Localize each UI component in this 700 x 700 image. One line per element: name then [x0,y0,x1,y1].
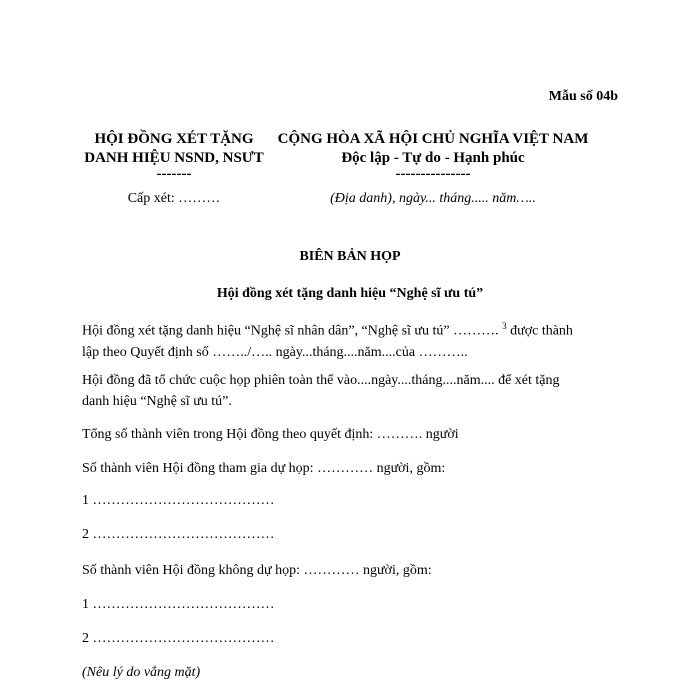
motto-rule: --------------- [395,166,471,182]
meeting-line1: Hội đồng đã tổ chức cuộc họp phiên toàn thể vào....ngày....tháng....năm.... để xét tặng [82,373,560,388]
document-subtitle: Hội đồng xét tặng danh hiệu “Nghệ sĩ ưu tú” [216,286,484,301]
place-and-date: (Địa danh), ngày... tháng..... năm….. [330,191,536,206]
attending-members: Số thành viên Hội đồng tham gia dự họp: ………… người, gồm: [82,461,446,476]
total-members: Tổng số thành viên trong Hội đồng theo quyết định: ………. người [82,427,459,442]
absent-members: Số thành viên Hội đồng không dự họp: ………… người, gồm: [82,563,432,578]
footnote-marker: 3 [502,321,507,331]
establishment-text-cont: được thành [506,323,573,339]
country-name: CỘNG HÒA XÃ HỘI CHỦ NGHĨA VIỆT NAM [277,131,589,147]
paragraph-meeting [82,370,622,412]
attending-member-1: 1 ………………………………… [82,493,275,508]
form-code: Mẫu số 04b [548,89,618,104]
council-name-line2: DANH HIỆU NSND, NSƯT [84,150,264,166]
council-rule: ------- [156,166,192,182]
absent-member-1: 1 ………………………………… [82,597,275,612]
issuing-council-header [70,130,278,180]
national-motto: Độc lập - Tự do - Hạnh phúc [341,150,525,166]
national-motto-header [268,130,598,180]
establishment-text: Hội đồng xét tặng danh hiệu “Nghệ sĩ nhân dân”, “Nghệ sĩ ưu tú” ………. [82,323,499,339]
absence-reason-note: (Nêu lý do vắng mặt) [82,665,201,680]
council-name-line1: HỘI ĐỒNG XÉT TẶNG [94,131,254,147]
establishment-decision: lập theo Quyết định số ……../….. ngày...tháng....năm....của ……….. [82,344,468,360]
paragraph-establishment [82,316,622,363]
review-level: Cấp xét: ……… [127,191,221,206]
absent-member-2: 2 ………………………………… [82,631,275,646]
attending-member-2: 2 ………………………………… [82,527,275,542]
meeting-line2: danh hiệu “Nghệ sĩ ưu tú”. [82,394,232,409]
document-title: BIÊN BẢN HỌP [299,249,401,264]
